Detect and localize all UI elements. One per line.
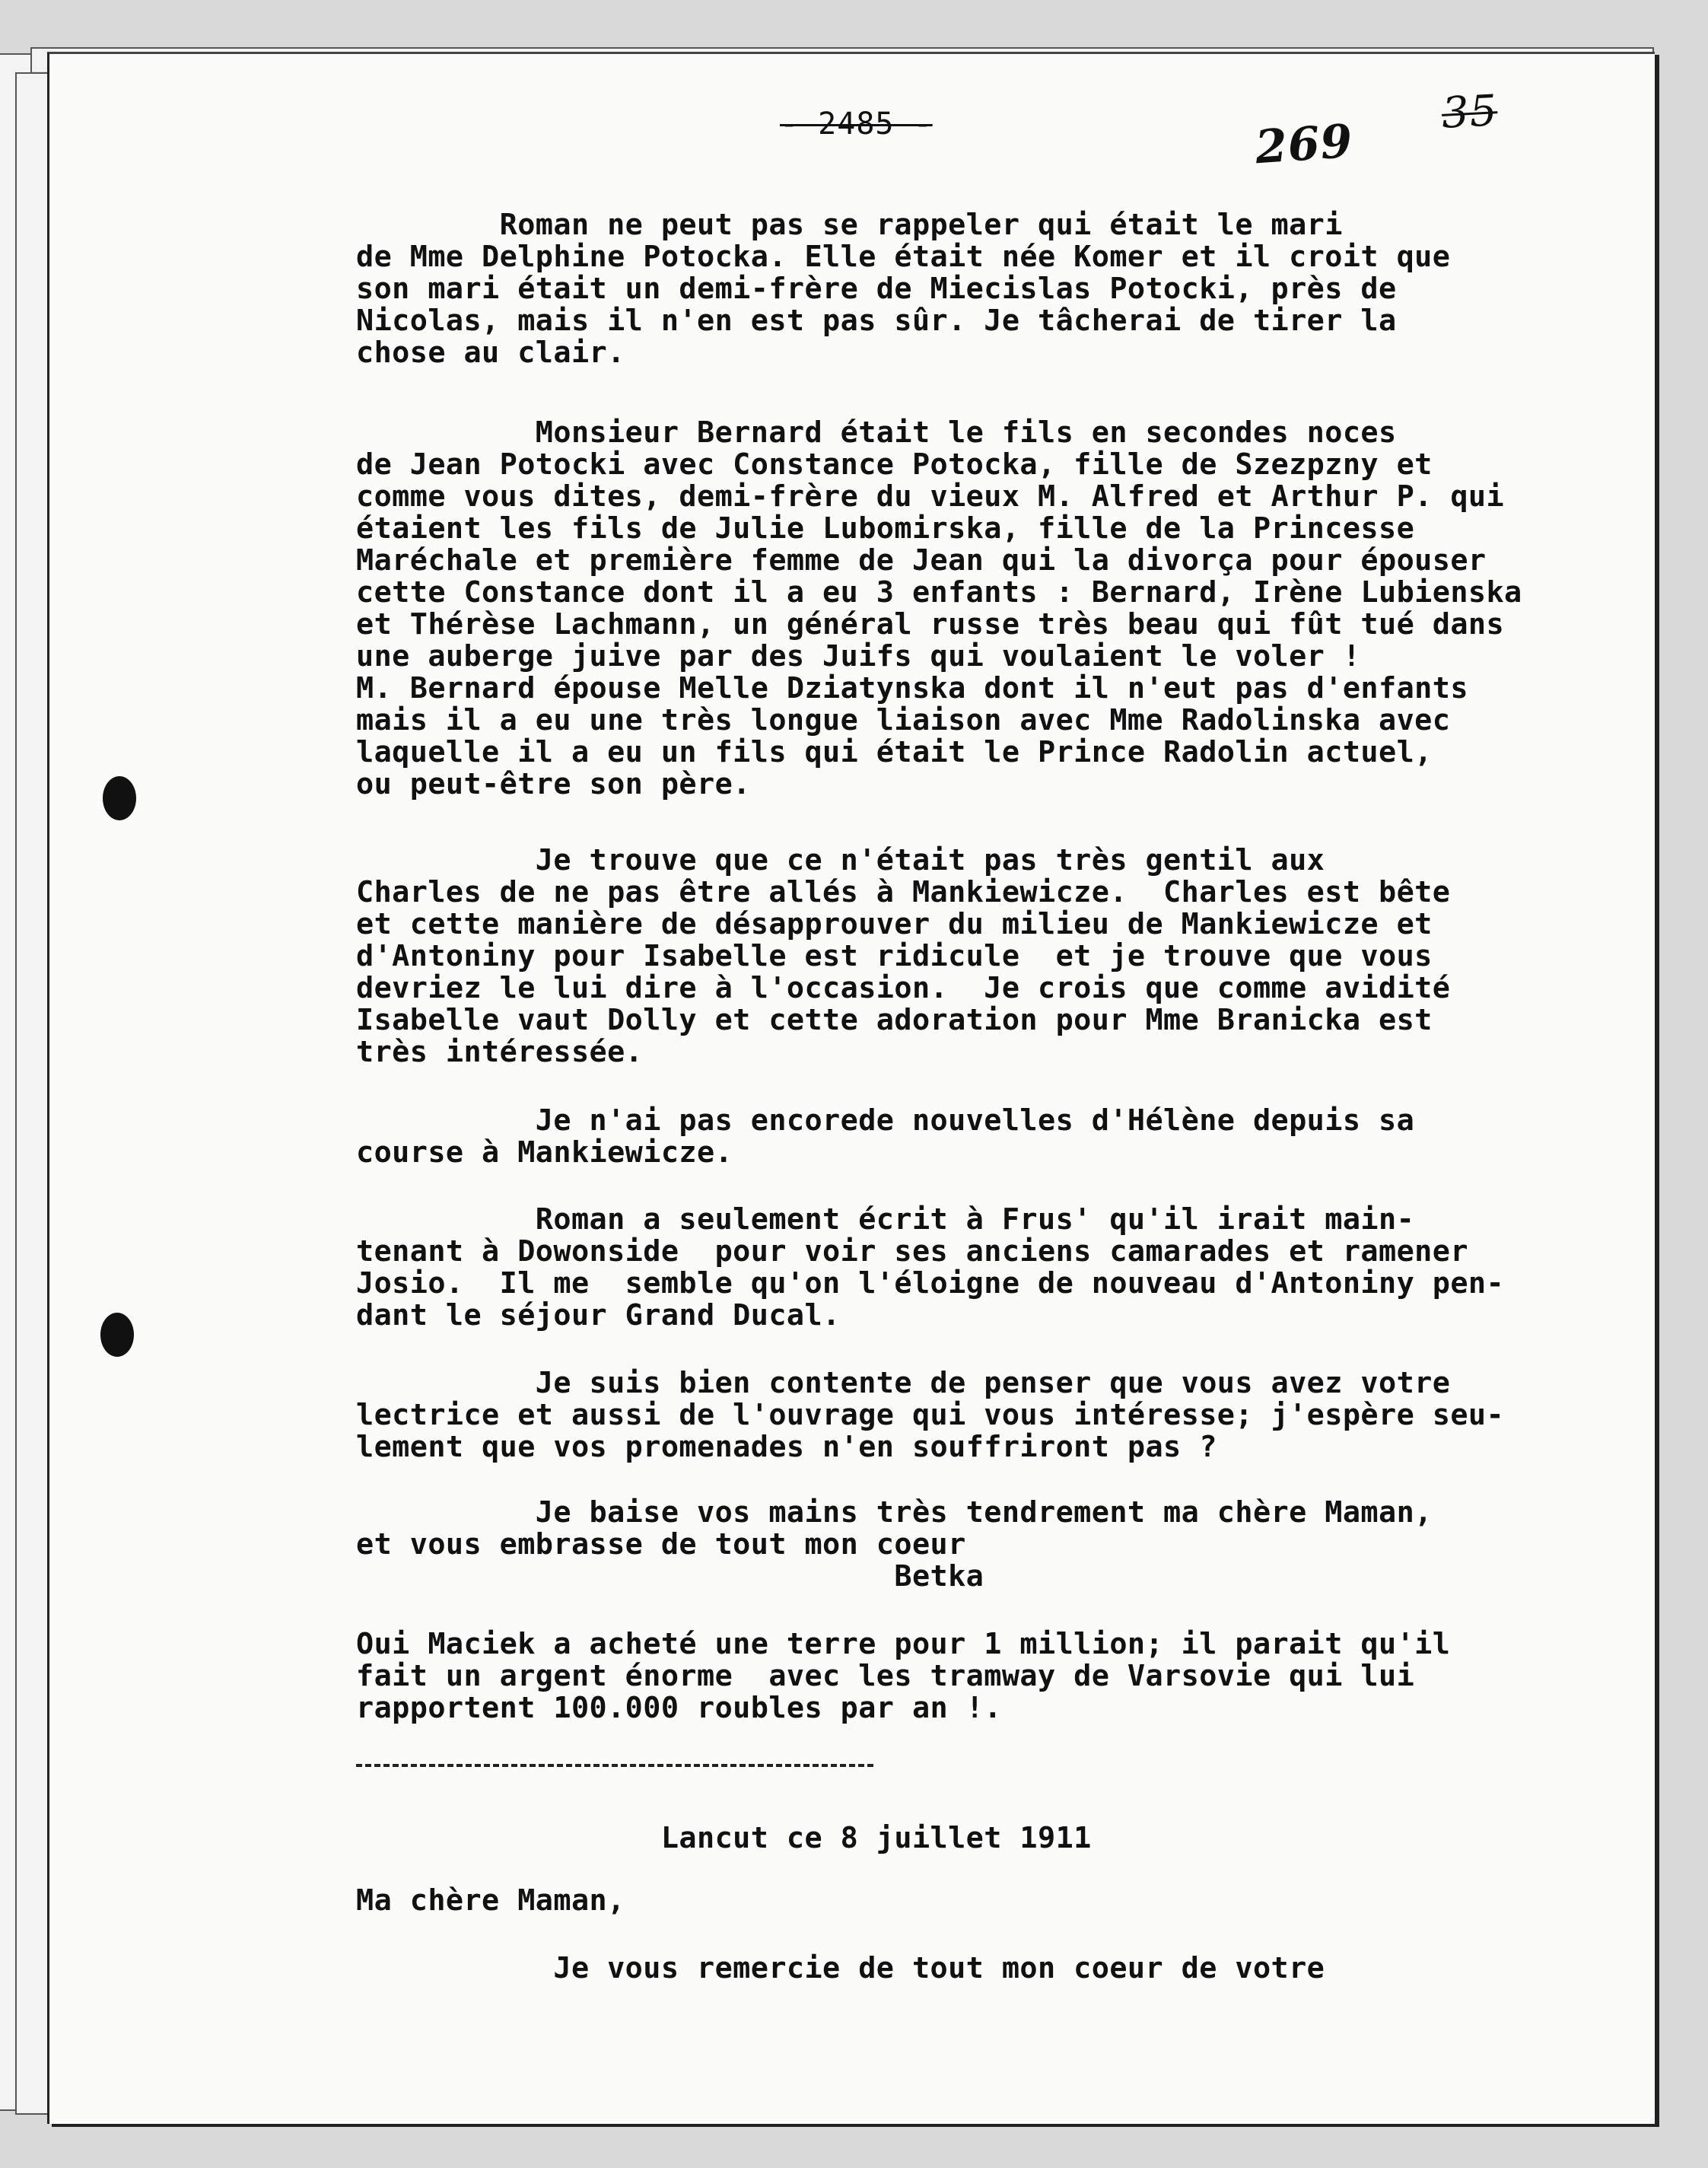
text-line: de Mme Delphine Potocka. Elle était née Komer et il croit que	[356, 240, 1451, 274]
punch-hole	[103, 776, 136, 820]
text-line: Je vous remercie de tout mon coeur de votre	[356, 1951, 1325, 1985]
text-line: cette Constance dont il a eu 3 enfants : Bernard, Irène Lubienska	[356, 575, 1522, 610]
text-line: Roman a seulement écrit à Frus' qu'il irait main-	[356, 1202, 1415, 1237]
signature: Betka	[356, 1559, 984, 1593]
paper-stack-edge	[15, 72, 49, 2115]
text-line: mais il a eu une très longue liaison avec Mme Radolinska avec	[356, 703, 1451, 737]
text-line: son mari était un demi-frère de Miecislas Potocki, près de	[356, 272, 1397, 306]
handwritten-page-number: 269	[1253, 114, 1355, 175]
text-line: et vous embrasse de tout mon coeur	[356, 1527, 966, 1562]
text-line: Je n'ai pas encorede nouvelles d'Hélène depuis sa	[356, 1103, 1415, 1138]
text-line: devriez le lui dire à l'occasion. Je crois que comme avidité	[356, 971, 1451, 1005]
text-line: lectrice et aussi de l'ouvrage qui vous intéresse; j'espère seu-	[356, 1398, 1505, 1432]
punch-hole	[100, 1313, 134, 1357]
text-line: Charles de ne pas être allés à Mankiewicze. Charles est bête	[356, 875, 1451, 909]
text-line: Oui Maciek a acheté une terre pour 1 million; il parait qu'il	[356, 1627, 1451, 1661]
text-line: tenant à Dowonside pour voir ses anciens camarades et ramener	[356, 1234, 1468, 1269]
text-line: chose au clair.	[356, 336, 625, 370]
text-line: Josio. Il me semble qu'on l'éloigne de nouveau d'Antoniny pen-	[356, 1266, 1505, 1300]
text-line: Isabelle vaut Dolly et cette adoration pour Mme Branicka est	[356, 1003, 1433, 1037]
text-line: dant le séjour Grand Ducal.	[356, 1298, 841, 1332]
text-line: ou peut-être son père.	[356, 767, 751, 801]
text-line: étaient les fils de Julie Lubomirska, fille de la Princesse	[356, 511, 1415, 546]
text-line: d'Antoniny pour Isabelle est ridicule et je trouve que vous	[356, 939, 1433, 973]
text-line: Je baise vos mains très tendrement ma chère Maman,	[356, 1495, 1433, 1530]
text-line: Roman ne peut pas se rappeler qui était le mari	[356, 208, 1343, 242]
text-line: Monsieur Bernard était le fils en secondes noces	[356, 415, 1397, 450]
typed-page-number: - 2485 -	[780, 107, 933, 142]
text-line: fait un argent énorme avec les tramway de Varsovie qui lui	[356, 1659, 1415, 1693]
text-line: comme vous dites, demi-frère du vieux M. Alfred et Arthur P. qui	[356, 479, 1505, 514]
salutation: Ma chère Maman,	[356, 1883, 625, 1918]
text-line: Je suis bien contente de penser que vous avez votre	[356, 1366, 1451, 1400]
text-line: et Thérèse Lachmann, un général russe très beau qui fût tué dans	[356, 607, 1505, 641]
text-line: lement que vos promenades n'en souffriront pas ?	[356, 1430, 1217, 1464]
text-line: M. Bernard épouse Melle Dziatynska dont il n'eut pas d'enfants	[356, 671, 1468, 705]
dateline: Lancut ce 8 juillet 1911	[356, 1821, 1092, 1855]
text-line: et cette manière de désapprouver du milieu de Mankiewicze et	[356, 907, 1433, 941]
text-line: une auberge juive par des Juifs qui voulaient le voler !	[356, 639, 1361, 673]
text-line: de Jean Potocki avec Constance Potocka, fille de Szezpzny et	[356, 447, 1433, 482]
corner-page-number: 35	[1440, 86, 1499, 138]
text-line: Nicolas, mais il n'en est pas sûr. Je tâcherai de tirer la	[356, 304, 1397, 338]
text-line: Je trouve que ce n'était pas très gentil aux	[356, 843, 1325, 877]
text-line: laquelle il a eu un fils qui était le Prince Radolin actuel,	[356, 735, 1433, 769]
text-line: très intéressée.	[356, 1035, 644, 1069]
text-line: rapportent 100.000 roubles par an !.	[356, 1691, 1002, 1725]
text-line: course à Mankiewicze.	[356, 1135, 733, 1170]
text-line: Maréchale et première femme de Jean qui la divorça pour épouser	[356, 543, 1487, 578]
separator-rule	[356, 1764, 873, 1767]
